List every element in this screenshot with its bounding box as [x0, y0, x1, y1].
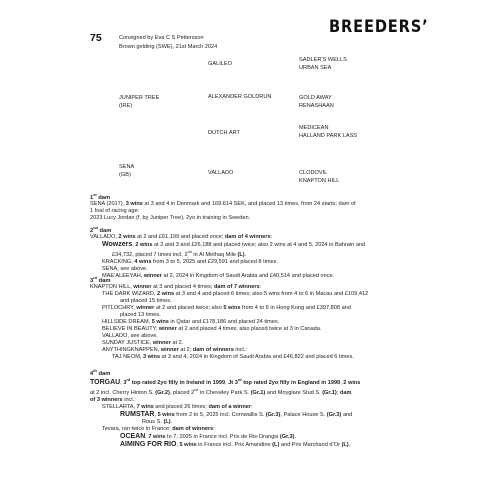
dam-line: MAE’ALEEYAH, winner at 2, 2024 in Kingdom of Saudi Arabia and £40,514 and placed once.	[102, 272, 335, 279]
first-dam-text-2: at 3 and 4 in Denmark and 169.614 SEK, and placed 13 times, from 24 starts; dam of	[142, 200, 356, 207]
dam-line: placed 13 times.	[120, 311, 161, 318]
dam-line: OCEAN, 7 wins to 7, 2025 in France incl. Prix de Ris-Orangis (Gr.3).	[120, 432, 297, 440]
dam-line: Wowzers, 2 wins at 2 and 3 and £26,188 and placed twice; also 2 wins at 4 and 5, 2024 in Bahrain and	[102, 240, 366, 248]
dam-line: £34,732, placed 7 times incl. 2nd in Al Methaq Mile (L).	[112, 249, 247, 258]
sire-country: (IRE)	[119, 103, 133, 109]
horse-description: Brown gelding (SWE), 21st March 2024	[119, 44, 218, 50]
first-dam-line: 1 foal of racing age:	[90, 207, 140, 214]
dam-dam-dam: KNAPTON HILL	[299, 178, 340, 184]
dam-line: SENA, see above.	[102, 265, 148, 272]
dam-line: THE DARK WIZARD, 2 wins at 3 and 4 and placed 6 times; also 5 wins from 4 to 6 in Macau and £109,412	[102, 290, 369, 297]
third-dam-section	[90, 276, 490, 361]
sire-sire-sire: SADLER’S WELLS	[299, 57, 347, 63]
brand-logo: BREEDERS’	[329, 17, 429, 37]
first-dam-line	[90, 201, 490, 208]
dam-line: ANYTHINGKNAPPEN, winner at 2; dam of winners incl.:	[102, 346, 247, 353]
dam-name: SENA	[119, 164, 135, 170]
dam-line: and placed 15 times.	[120, 297, 172, 304]
dam-line: STELLARTA, 7 wins and placed 26 times; dam of a winner:	[102, 403, 253, 410]
dam-dam-sire: CLODOVIL	[299, 170, 328, 176]
dam-sire: DUTCH ART	[208, 130, 240, 136]
dam-country: (GB)	[119, 172, 131, 178]
dam-line: at 2 incl. Cherry Hinton S. (Gr.2), placed 2nd in Cheveley Park S. (Gr.1) and Moyglare Stud S. (Gr.1); dam	[90, 387, 352, 396]
dam-line: KNAPTON HILL, winner at 3 and placed 4 times; dam of 7 winners:	[90, 283, 262, 290]
dam-line: TORGAU, 3rd top rated 2yo filly in Ireland in 1999, Jt 3rd top rated 2yo filly in England in 1999, 2 wins	[90, 377, 361, 386]
dam-line: VALLADO, 2 wins at 2 and £61,199 and placed once; dam of 4 winners:	[90, 233, 273, 240]
first-dam-text: SENA (2017),	[90, 200, 126, 207]
second-dam-heading: 2nd dam	[90, 226, 112, 234]
sire-sire-dam: URBAN SEA	[299, 65, 332, 71]
sire-dam-sire: GOLD AWAY	[299, 95, 332, 101]
sire-sire: GALILEO	[208, 61, 232, 67]
first-dam-heading: 1st dam	[90, 193, 111, 201]
dam-line: VALLADO, see above.	[102, 332, 158, 339]
lot-number: 75	[90, 32, 102, 44]
dam-line: of 3 winners incl.:	[90, 396, 136, 403]
sire-dam-dam: RENASHAAN	[299, 103, 334, 109]
dam-line: HILLSIDE DREAM, 5 wins in Qatar and £178,186 and placed 24 times.	[102, 318, 280, 325]
fourth-dam-heading: 4th dam	[90, 369, 111, 377]
consignor: Consigned by Eva C S Pettersson	[119, 35, 204, 41]
dam-line: AIMING FOR RIO, 5 wins in France incl. Prix Amandine (L) and Prix Marchand d’Or (L).	[120, 440, 351, 448]
dam-line: Tevara, ran twice in France; dam of winners:	[102, 425, 215, 432]
first-dam-wins: 3 wins	[125, 200, 143, 207]
dam-line: BELIEVE IN BEAUTY, winner at 2 and placed 4 times; also placed twice at 3 in Canada.	[102, 325, 322, 332]
dam-line: Rous S. (L).	[142, 418, 173, 425]
dam-line: SUNDAY JUSTICE, winner at 2.	[102, 339, 184, 346]
produce-line: 2023 Lucy Jordan (f. by Juniper Tree), 2yo in training in Sweden.	[90, 214, 251, 221]
dam-sire-sire: MEDICEAN	[299, 125, 329, 131]
sire-dam: ALEXANDER GOLDRUN	[208, 94, 272, 100]
second-dam-section	[90, 226, 490, 280]
third-dam-heading: 3rd dam	[90, 276, 111, 284]
dam-sire-dam: HALLAND PARK LASS	[299, 133, 358, 139]
dam-line: KRACKING, 4 wins from 3 to 5, 2025 and £29,591 and placed 8 times.	[102, 258, 279, 265]
dam-line: TAJ NEOM, 3 wins at 3 and 4, 2024 in Kingdom of Saudi Arabia and £46,822 and placed 6 times.	[112, 353, 354, 360]
sire-name: JUNIPER TREE	[119, 95, 160, 101]
dam-line: PITLOCHRY, winner at 2 and placed twice; also 5 wins from 4 to 6 in Hong Kong and £397,808 and	[102, 304, 351, 311]
dam-dam: VALLADO	[208, 170, 234, 176]
dam-line: RUMSTAR, 5 wins from 2 to 5, 2025 incl. Cornwallis S. (Gr.3), Palace House S. (Gr.3) and	[120, 410, 353, 418]
first-dam-section	[90, 193, 490, 222]
fourth-dam-section	[90, 369, 490, 449]
